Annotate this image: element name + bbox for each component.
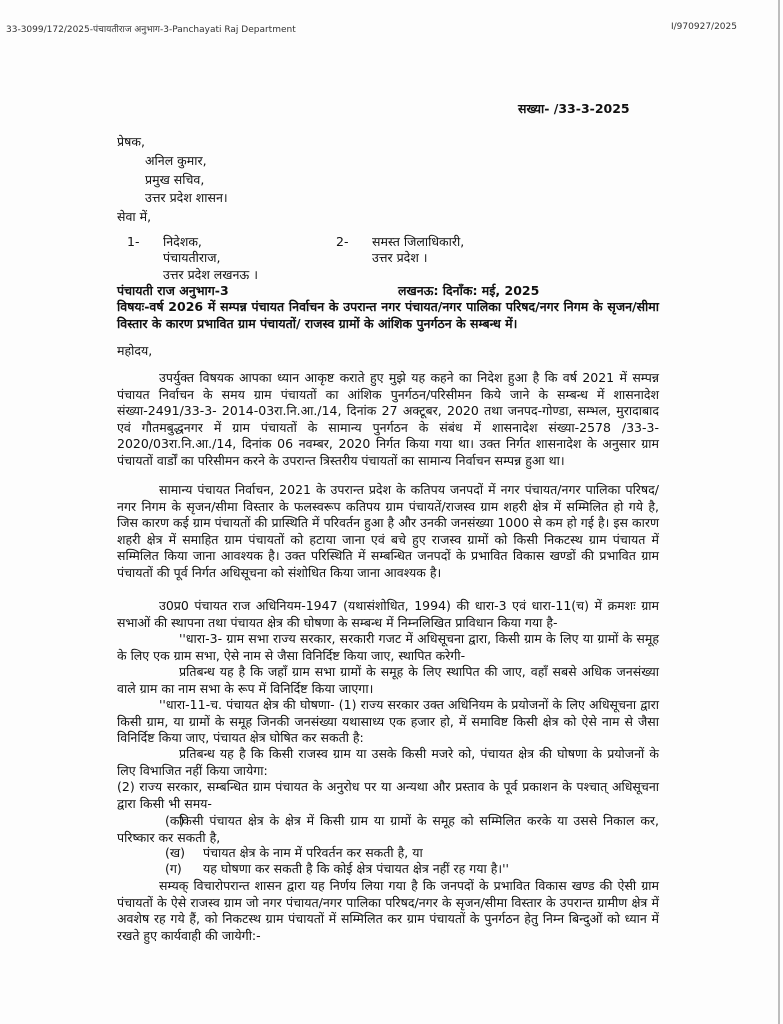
recipient-1-line-2: पंचायतीराज,	[163, 250, 221, 265]
sender-office: उत्तर प्रदेश शासन।	[145, 190, 228, 205]
letter-number: सख्या- /33-3-2025	[518, 101, 630, 116]
sub-clause-a: किसी पंचायत क्षेत्र के क्षेत्र में किसी ग्राम या ग्रामों के समूह को सम्मिलित करके या उससे निकाल कर, परिष्कार कर सकती है,	[117, 813, 659, 845]
to-label: सेवा में,	[117, 209, 152, 224]
letter-date: लखनऊ: दिनाँक: मई, 2025	[398, 283, 540, 298]
sub-clause-a-label: (क)	[165, 813, 185, 828]
page-fold-shadow	[778, 0, 780, 1024]
paragraph-2: सामान्य पंचायत निर्वाचन, 2021 के उपरान्त प्रदेश के कतिपय जनपदों में नगर पंचायत/नगर पालिका परिषद/नगर निगम के सृजन/सीमा विस्तार के फलस्वरूप कतिपय ग्राम पंचायतें/राजस्व ग्राम शहरी क्षेत्र में सम्मिलित हो गये है, जिस कारण कई ग्राम पंचायतों की प्रास्थिति में परिवर्तन हुआ है और उनकी जनसंख्या 1000 से कम हो गई है। इस कारण शहरी क्षेत्र में समाहित ग्राम पंचायतों को हटाया जाना एवं बचे हुए राजस्व ग्रामों को किसी निकटस्थ ग्राम पंचायत में सम्मिलित किया जाना आवश्यक है। उक्त परिस्थिति में सम्बन्धित जनपदों के प्रभावित विकास खण्डों की प्रभावित ग्राम पंचायतों की पूर्व निर्गत अधिसूचना को संशोधित किया जाना आवश्यक है।	[117, 482, 659, 580]
sub-clause-b-label: (ख)	[165, 845, 185, 860]
salutation: महोदय,	[117, 343, 153, 358]
recipient-1-line-1: निदेशक,	[163, 234, 202, 249]
section-name: पंचायती राज अनुभाग-3	[117, 283, 229, 298]
quote-section-11: ''धारा-11-च. पंचायत क्षेत्र की घोषणा- (1) राज्य सरकार उक्त अधिनियम के प्रयोजनों के लिए अधिसूचना द्वारा किसी ग्राम, या ग्रामों के समूह जिनकी जनसंख्या यथासाध्य एक हजार हो, में समाविष्ट किसी क्षेत्र को ऐसे नाम से जैसा विनिर्दिष्ट किया जाए, पंचायत क्षेत्र घोषित कर सकती है:	[117, 697, 659, 745]
recipient-2-number: 2-	[336, 234, 349, 249]
recipient-2-line-2: उत्तर प्रदेश ।	[372, 250, 428, 265]
sub-clause-c-label: (ग)	[165, 861, 182, 876]
sender-label: प्रेषक,	[117, 134, 145, 149]
recipient-1-number: 1-	[127, 234, 140, 249]
page-reference: I/970927/2025	[671, 22, 737, 32]
quote-section-3: ''धारा-3- ग्राम सभा राज्य सरकार, सरकारी गजट में अधिसूचना द्वारा, किसी ग्राम के लिए या ग्रामों के समूह के लिए एक ग्राम सभा, ऐसे नाम से जैसा विनिर्दिष्ट किया जाए, स्थापित करेगी-	[117, 631, 659, 663]
clause-2: (2) राज्य सरकार, सम्बन्धित ग्राम पंचायत के अनुरोध पर या अन्यथा और प्रस्ताव के पूर्व प्रकाशन के पश्चात् अधिसूचना द्वारा किसी भी समय-	[117, 779, 659, 811]
file-reference: 33-3099/172/2025-पंचायतीराज अनुभाग-3-Panchayati Raj Department	[6, 25, 296, 35]
paragraph-1: उपर्युक्त विषयक आपका ध्यान आकृष्ट कराते हुए मुझे यह कहने का निदेश हुआ है कि वर्ष 2021 में सम्पन्न पंचायत निर्वाचन के समय ग्राम पंचायतों का आंशिक पुनर्गठन/परिसीमन किये जाने के सम्बन्ध में शासनादेश संख्या-2491/33-3- 2014-03रा.नि.आ./14, दिनांक 27 अक्टूबर, 2020 तथा जनपद-गोण्डा, सम्भल, मुरादाबाद एवं गौतमबुद्धनगर में ग्राम पंचायतों के सामान्य पुनर्गठन के संबंध में शासनादेश संख्या-2578 /33-3-2020/03रा.नि.आ./14, दिनांक 06 नवम्बर, 2020 निर्गत किया गया था। उक्त निर्गत शासनादेश के अनुसार ग्राम पंचायतों वार्डों का परिसीमन करने के उपरान्त त्रिस्तरीय पंचायतों का सामान्य निर्वाचन सम्पन्न हुआ था।	[117, 370, 659, 468]
recipient-1-line-3: उत्तर प्रदेश लखनऊ ।	[163, 267, 258, 282]
sender-name: अनिल कुमार,	[145, 153, 207, 168]
proviso-section-3: प्रतिबन्ध यह है कि जहाँ ग्राम सभा ग्रामों के समूह के लिए स्थापित की जाए, वहाँ सबसे अधिक जनसंख्या वाले ग्राम का नाम सभा के रूप में विनिर्दिष्ट किया जाएगा।	[117, 664, 659, 696]
sub-clause-c: यह घोषणा कर सकती है कि कोई क्षेत्र पंचायत क्षेत्र नहीं रह गया है।''	[203, 861, 509, 876]
recipient-2-line-1: समस्त जिलाधिकारी,	[372, 234, 465, 249]
subject: विषयः-वर्ष 2026 में सम्पन्न पंचायत निर्वाचन के उपरान्त नगर पंचायत/नगर पालिका परिषद/नगर निगम के सृजन/सीमा विस्तार के कारण प्रभावित ग्राम पंचायतों/ राजस्व ग्रामों के आंशिक पुनर्गठन के सम्बन्ध में।	[117, 299, 659, 331]
sub-clause-b: पंचायत क्षेत्र के नाम में परिवर्तन कर सकती है, या	[203, 845, 423, 860]
sender-designation: प्रमुख सचिव,	[145, 172, 205, 187]
proviso-section-11: प्रतिबन्ध यह है कि किसी राजस्व ग्राम या उसके किसी मजरे को, पंचायत क्षेत्र की घोषणा के प्रयोजनों के लिए विभाजित नहीं किया जायेगा:	[117, 746, 659, 778]
paragraph-4: सम्यक् विचारोपरान्त शासन द्वारा यह निर्णय लिया गया है कि जनपदों के प्रभावित विकास खण्ड की ऐसी ग्राम पंचायतों के ऐसे राजस्व ग्राम जो नगर पंचायत/नगर पालिका परिषद/नगर के सृजन/सीमा विस्तार के उपरान्त ग्रामीण क्षेत्र में अवशेष रह गये हैं, को निकटस्थ ग्राम पंचायतों में सम्मिलित कर ग्राम पंचायतों के पुनर्गठन हेतु निम्न बिन्दुओं को ध्यान में रखते हुए कार्यवाही की जायेगी:-	[117, 878, 659, 943]
paragraph-3: उ0प्र0 पंचायत राज अधिनियम-1947 (यथासंशोधित, 1994) की धारा-3 एवं धारा-11(च) में क्रमशः ग्राम सभाओं की स्थापना तथा पंचायत क्षेत्र की घोषणा के सम्बन्ध में निम्नलिखित प्राविधान किया गया है-	[117, 598, 659, 630]
